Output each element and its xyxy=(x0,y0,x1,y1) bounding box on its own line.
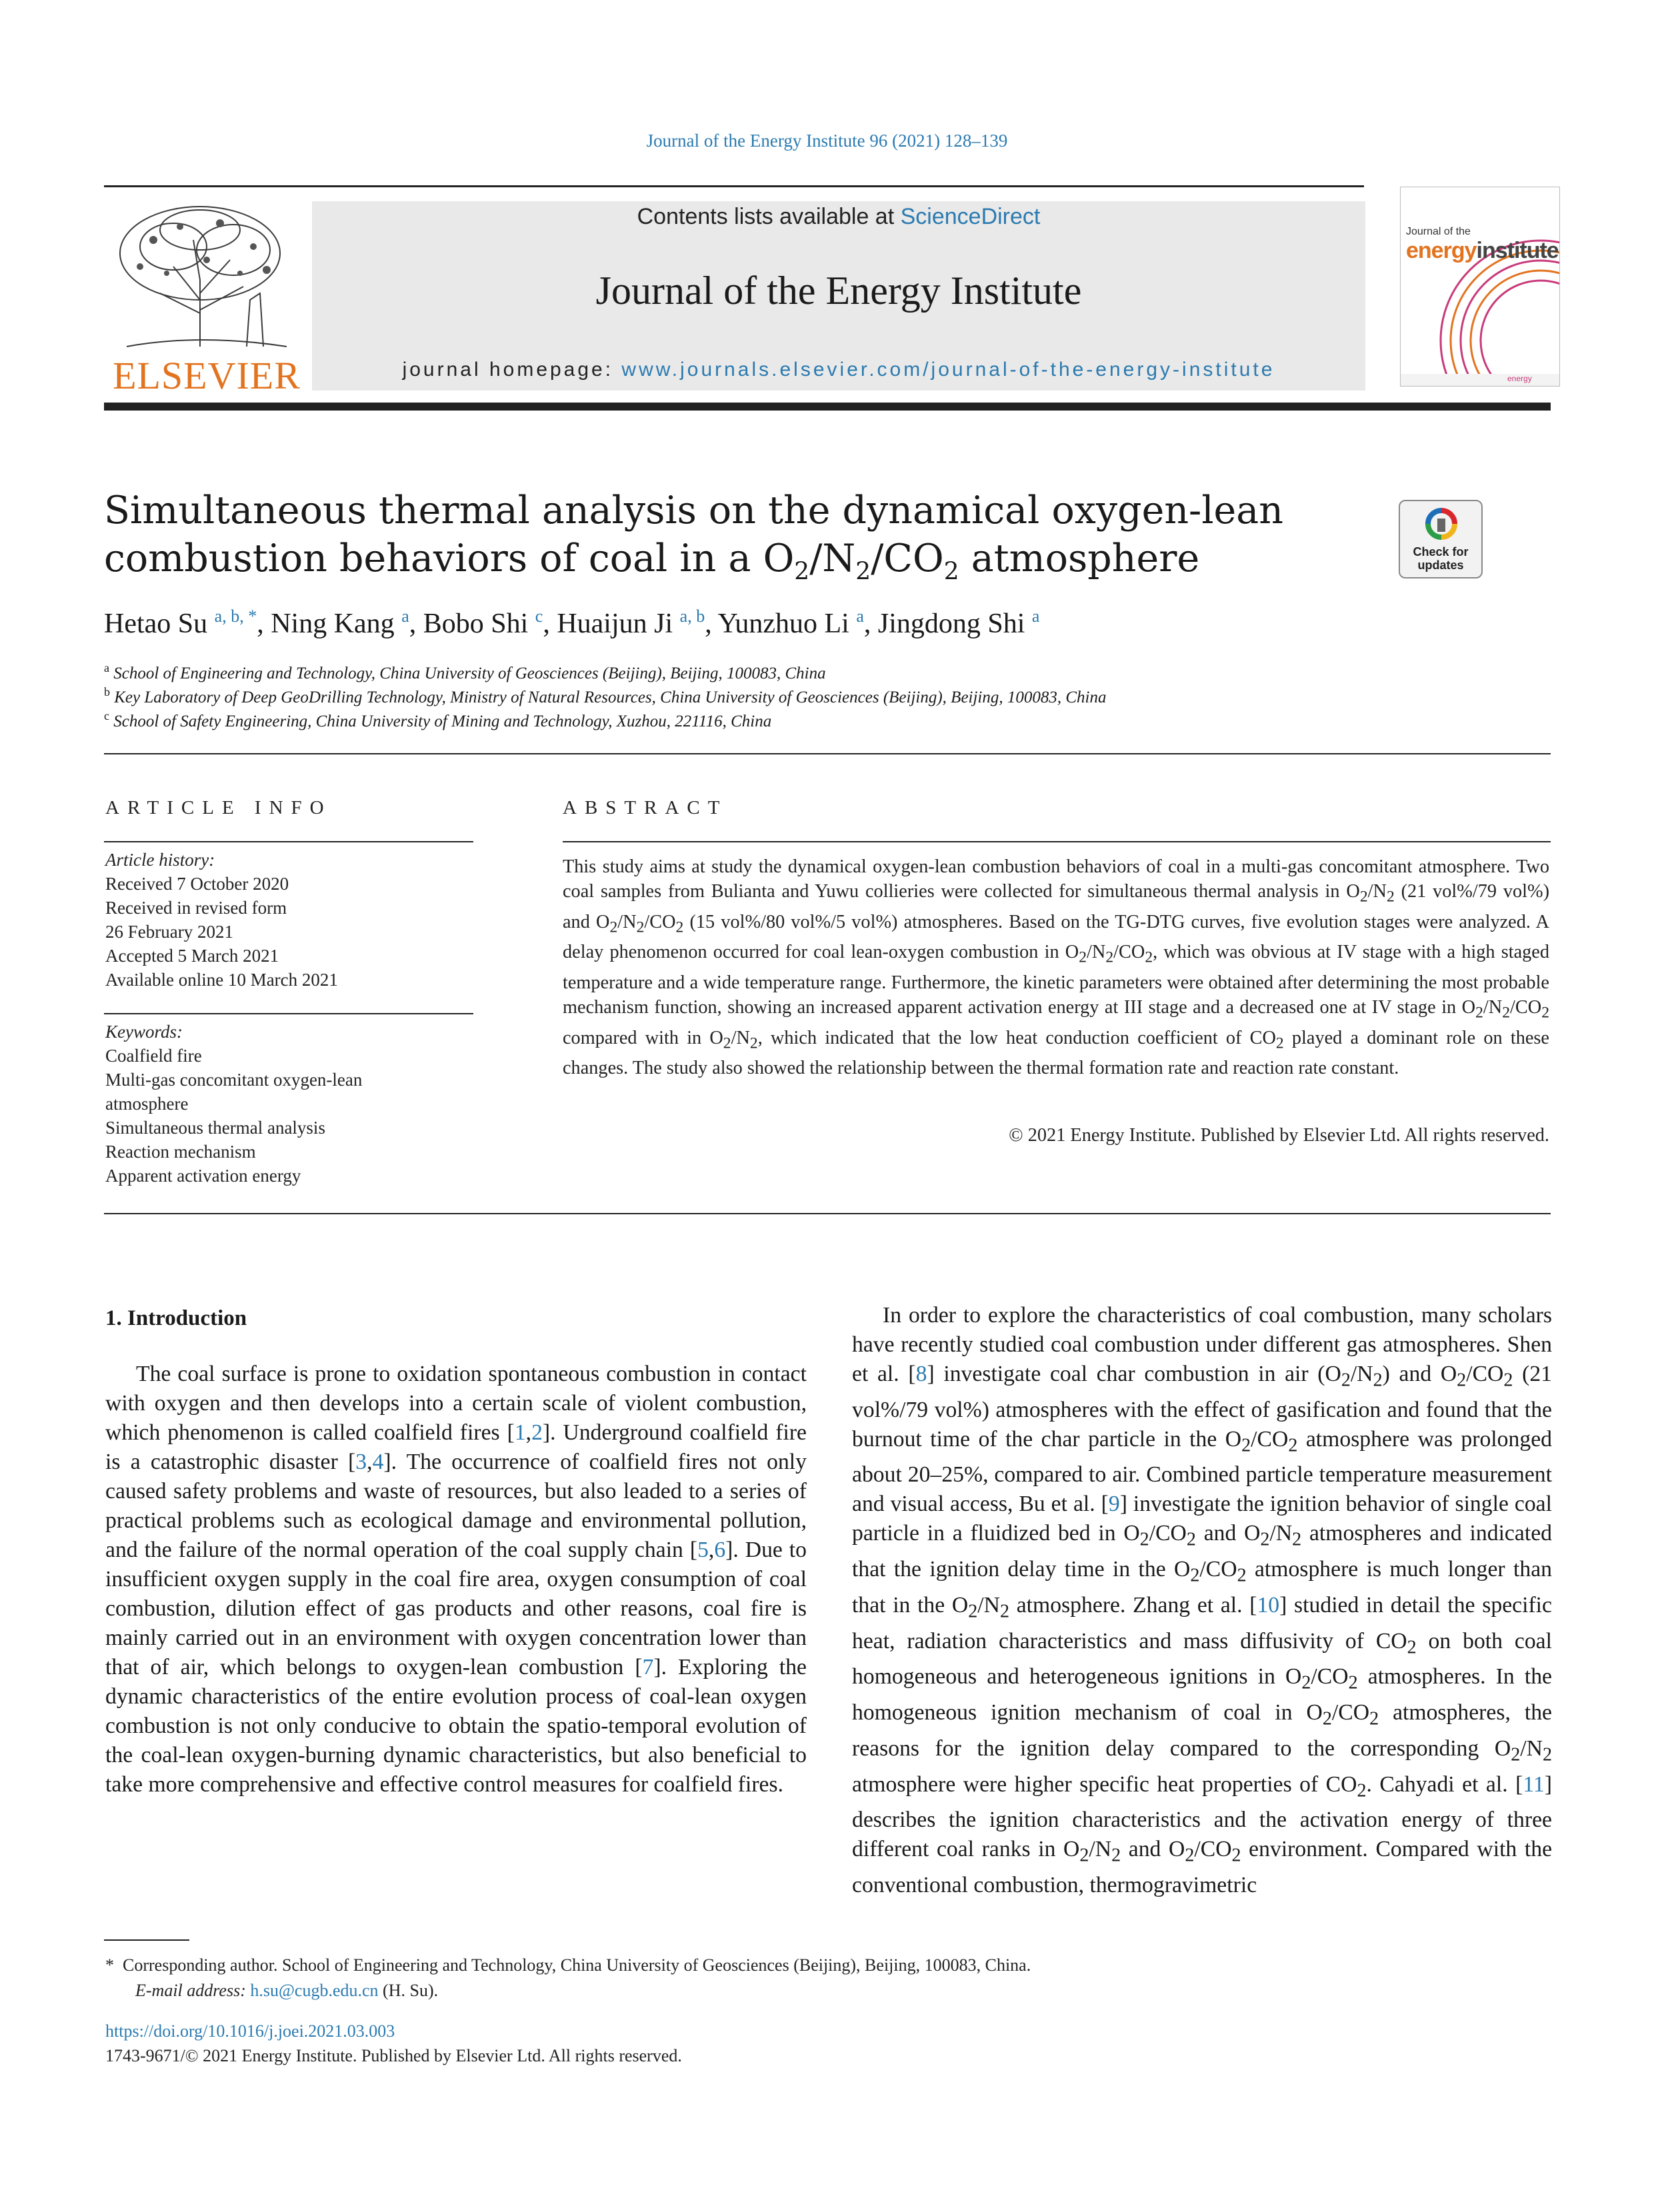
article-info-rule-1 xyxy=(104,841,473,842)
email-suffix: (H. Su). xyxy=(378,1981,439,2000)
section-heading-introduction: 1. Introduction xyxy=(105,1306,247,1330)
history-line: Received 7 October 2020 xyxy=(105,874,289,894)
keyword: Coalfield fire xyxy=(105,1046,202,1066)
author-sep: , xyxy=(543,608,557,639)
header-rule-thin xyxy=(104,185,1364,187)
author-list xyxy=(104,606,1039,640)
paragraph: The coal surface is prone to oxidation spontaneous combustion in contact with oxygen and then develops into a certain scale of violent combustion, which phenomenon is called coalfield fires [1,2]. Underground coalfield fire is a catastrophic disaster [3,4]. The occurrence of coalfield fires not only caused safety problems and waste of resources, but also leaded to a series of practical problems such as ecological damage and environmental pollution, and the failure of the normal operation of the coal supply chain [5,6]. Due to insufficient oxygen supply in the coal fire area, oxygen consumption of coal combustion, dilution effect of gas products and other reasons, coal fire is mainly carried out in an environment with oxygen concentration lower than that of air, which belongs to oxygen-lean combustion [7]. Exploring the dynamic characteristics of the entire evolution process of coal-lean oxygen combustion is not only conducive to obtain the spatio-temporal evolution of the coal-lean oxygen-burning dynamic characteristics, but also beneficial to take more comprehensive and effective control measures for coalfield fires. xyxy=(105,1362,807,1797)
keyword: Reaction mechanism xyxy=(105,1142,256,1162)
footnote-text: Corresponding author. School of Engineering and Technology, China University of Geosciences (Beijing), Beijing, 100083, China. xyxy=(123,1955,1031,1975)
homepage-label: journal homepage: xyxy=(402,359,622,381)
title-sub: 2 xyxy=(943,558,959,586)
affil-text: School of Safety Engineering, China University of Mining and Technology, Xuzhou, 221116, China xyxy=(113,712,772,730)
cover-word-institute: institute xyxy=(1476,238,1559,263)
author-name: Huaijun Ji xyxy=(557,608,673,639)
history-label: Article history: xyxy=(105,850,215,870)
cover-word-energy: energy xyxy=(1406,238,1477,263)
keyword: Apparent activation energy xyxy=(105,1166,301,1186)
check-for-updates-badge[interactable] xyxy=(1399,500,1483,578)
author-sep: , xyxy=(257,608,271,639)
author-sep: , xyxy=(705,608,718,639)
keywords xyxy=(105,1020,362,1188)
email-label: E-mail address: xyxy=(135,1981,251,2000)
keyword: Multi-gas concomitant oxygen-lean xyxy=(105,1070,363,1090)
author-name: Hetao Su xyxy=(104,608,208,639)
author-sep: , xyxy=(409,608,423,639)
update-ring-icon xyxy=(1425,508,1457,543)
history-line: 26 February 2021 xyxy=(105,922,233,942)
title-line2-part: /N xyxy=(809,537,856,580)
article-info-heading: ARTICLE INFO xyxy=(105,797,332,818)
body-column-left xyxy=(105,1360,807,1799)
affil-mark: b xyxy=(104,685,110,698)
elsevier-wordmark: ELSEVIER xyxy=(113,354,301,397)
history-line: Accepted 5 March 2021 xyxy=(105,946,279,966)
affil-rule xyxy=(104,753,1551,754)
author-affil-mark[interactable]: a xyxy=(1031,606,1040,626)
email-link[interactable]: h.su@cugb.edu.cn xyxy=(250,1981,379,2000)
keyword: atmosphere xyxy=(105,1094,189,1114)
title-sub: 2 xyxy=(794,558,810,586)
homepage-line xyxy=(312,359,1365,381)
abstract-heading: ABSTRACT xyxy=(563,797,728,818)
author-affil-mark[interactable]: a, b, * xyxy=(214,606,257,626)
keywords-label: Keywords: xyxy=(105,1022,183,1042)
abstract-rule xyxy=(563,841,1551,842)
footnote xyxy=(105,1953,1031,2003)
title-line2-part: combustion behaviors of coal in a O xyxy=(104,537,795,580)
author[interactable] xyxy=(423,608,557,639)
affil-text: Key Laboratory of Deep GeoDrilling Technology, Ministry of Natural Resources, China University of Geosciences (Beijing), Beijing, 100083, China xyxy=(114,688,1107,706)
affil-text: School of Engineering and Technology, China University of Geosciences (Beijing), Beijing, 100083, China xyxy=(113,664,826,682)
author[interactable] xyxy=(878,608,1040,639)
author-name: Bobo Shi xyxy=(423,608,529,639)
doi-link[interactable]: https://doi.org/10.1016/j.joei.2021.03.003 xyxy=(105,2021,395,2041)
footnote-star: * xyxy=(105,1955,114,1975)
journal-title: Journal of the Energy Institute xyxy=(595,269,1082,313)
author[interactable] xyxy=(557,608,717,639)
author-affil-mark[interactable]: a, b xyxy=(679,606,705,626)
affiliation-a xyxy=(104,661,826,683)
author-affil-mark[interactable]: c xyxy=(535,606,543,626)
keyword: Simultaneous thermal analysis xyxy=(105,1118,325,1138)
history-line: Available online 10 March 2021 xyxy=(105,970,338,990)
article-info-rule-2 xyxy=(104,1013,473,1014)
history-line: Received in revised form xyxy=(105,898,287,918)
author[interactable] xyxy=(104,608,271,639)
abstract-body: This study aims at study the dynamical oxygen-lean combustion behaviors of coal in a multi-gas concomitant atmosphere. Two coal samples from Bulianta and Yuwu collieries were collected for simultaneous thermal analysis in $O_2/N_2$ (21 vol%/79 vol%) and $O_2/N_2/CO_2$ (15 vol%/80 vol%/5 vol%) atmospheres. Based on the TG-DTG curves, five evolution stages were analyzed. A delay phenomenon occurred for coal lean-oxygen combustion in $O_2/N_2/CO_2$, which was obvious at IV stage with a high staged temperature and a wide temperature range. Furthermore, the kinetic parameters were obtained after determining the most probable mechanism function, showing an increased apparent activation energy at III stage and a decreased one at IV stage in $O_2/N_2/CO_2$ compared with in $O_2/N_2$, which indicated that the low heat conduction coefficient of $CO_2$ played a dominant role on these changes. The study also showed the relationship between the thermal formation rate and reaction rate constant. xyxy=(563,856,1550,1079)
title-line1: Simultaneous thermal analysis on the dynamical oxygen-lean xyxy=(104,489,1283,533)
footnote-rule xyxy=(104,1939,189,1941)
cover-line2 xyxy=(1406,238,1559,264)
sciencedirect-link[interactable]: ScienceDirect xyxy=(900,204,1041,229)
article-history xyxy=(105,848,338,992)
article-title xyxy=(104,487,1371,596)
affil-mark: c xyxy=(104,709,109,722)
author[interactable] xyxy=(718,608,878,639)
author[interactable] xyxy=(271,608,423,639)
affil-mark: a xyxy=(104,661,109,674)
cover-graphic-icon xyxy=(1401,187,1560,387)
author-sep: , xyxy=(863,608,878,639)
title-line2-part: /CO xyxy=(871,537,944,580)
affiliation-c xyxy=(104,709,771,731)
homepage-url-link[interactable]: www.journals.elsevier.com/journal-of-the-energy-institute xyxy=(621,359,1275,381)
contents-line xyxy=(312,204,1365,230)
update-text-line1: Check for xyxy=(1413,545,1469,558)
journal-cover[interactable] xyxy=(1400,187,1560,387)
author-name: Jingdong Shi xyxy=(877,608,1025,639)
update-text-line2: updates xyxy=(1417,558,1464,572)
corresponding-author-note xyxy=(105,1953,1031,1978)
affiliation-b xyxy=(104,685,1107,707)
title-line2 xyxy=(104,535,1371,596)
title-sub: 2 xyxy=(855,558,871,586)
abstract-end-rule xyxy=(104,1213,1551,1214)
issn-line: 1743-9671/© 2021 Energy Institute. Published by Elsevier Ltd. All rights reserved. xyxy=(105,2046,682,2065)
journal-masthead xyxy=(312,201,1365,391)
contents-prefix: Contents lists available at xyxy=(637,204,901,229)
running-head[interactable]: Journal of the Energy Institute 96 (2021) 128–139 xyxy=(646,131,1008,151)
paragraph: In order to explore the characteristics of coal combustion, many scholars have recently studied coal combustion under different gas atmospheres. Shen et al. [8] investigate coal char combustion in air $(O_2/N_2)$ and $O_2/CO_2$ (21 vol%/79 vol%) atmospheres with the effect of gasification and found that the burnout time of the char particle in the $O_2/CO_2$ atmosphere was prolonged about 20–25%, compared to air. Combined particle temperature measurement and visual access, Bu et al. [9] investigate the ignition behavior of single coal particle in a fluidized bed in $O_2/CO_2$ and $O_2/N_2$ atmospheres and indicated that the ignition delay time in the $O_2/CO_2$ atmosphere is much longer than that in the $O_2/N_2$ atmosphere. Zhang et al. [10] studied in detail the specific heat, radiation characteristics and mass diffusivity of $CO_2$ on both coal homogeneous and heterogeneous ignitions in $O_2/CO_2$ atmospheres. In the homogeneous ignition mechanism of coal in $O_2/CO_2$ atmospheres, the reasons for the ignition delay compared to the corresponding $O_2/N_2$ atmosphere were higher specific heat properties of $CO_2$. Cahyadi et al. [11] describes the ignition characteristics and the activation energy of three different coal ranks in $O_2/N_2$ and $O_2/CO_2$ environment. Compared with the conventional combustion, thermogravimetric xyxy=(852,1303,1553,1898)
author-name: Ning Kang xyxy=(271,608,395,639)
cover-footer: energy xyxy=(1507,374,1532,383)
header-rule-thick xyxy=(104,403,1551,411)
author-name: Yunzhuo Li xyxy=(717,608,849,639)
author-affil-mark[interactable]: a xyxy=(401,606,409,626)
title-line2-part: atmosphere xyxy=(959,537,1200,580)
email-line xyxy=(105,1978,1031,2003)
cover-line1: Journal of the xyxy=(1406,226,1471,237)
update-text xyxy=(1400,545,1481,572)
abstract-copyright: © 2021 Energy Institute. Published by Elsevier Ltd. All rights reserved. xyxy=(1009,1125,1549,1146)
author-affil-mark[interactable]: a xyxy=(856,606,864,626)
body-column-right xyxy=(852,1301,1552,1900)
